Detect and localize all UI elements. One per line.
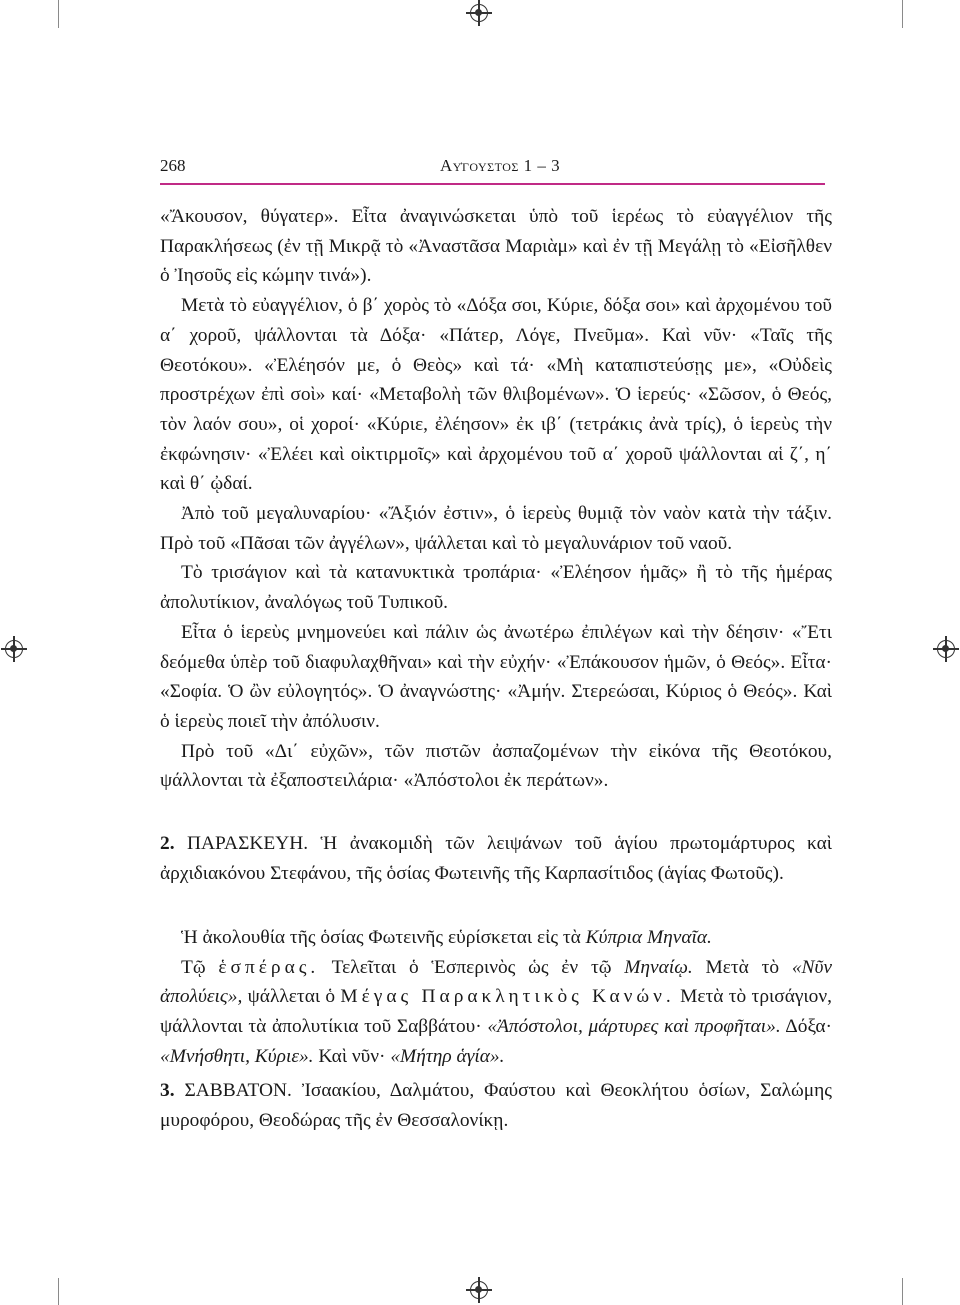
friday-note-book: Κύπρια Μηναῖα. — [585, 927, 712, 948]
paragraph-2: Μετὰ τὸ εὐαγγέλιον, ὁ β΄ χορὸς τὸ «Δόξα σοι, Κύριε, δόξα σοι» καὶ ἀρχομένου τοῦ α΄ χοροῦ, ψάλλονται τὰ Δόξα· «Πάτερ, Λόγε, Πνεῦμα». Καὶ νῦν· «Ταῖς τῆς Θεοτόκου». «Ἐλέησόν με, ὁ Θεὸς» καὶ τά· «Μὴ καταπιστεύσῃς με», «Οὐδεὶς προστρέχων ἐπὶ σοὶ» καί· «Μεταβολὴ τῶν θλιβομένων». Ὁ ἱερεύς· «Σῶσον, ὁ Θεός, τὸν λαόν σου», οἱ χοροί· «Κύριε, ἐλέησον» ἐκ ιβ΄ (τετράκις ἀνὰ τρίς), ὁ ἱερεὺς τὴν ἐκφώνησιν· «Ἐλέει καὶ οἰκτιρμοῖς» καὶ ἀρχομένου τοῦ α΄ χοροῦ ψάλλονται αἱ ζ΄, η΄ καὶ θ΄ ᾠδαί. — [160, 295, 832, 495]
registration-mark-bottom-icon — [470, 1281, 488, 1299]
saturday-day: ΣΑΒΒΑΤΟΝ. — [184, 1080, 292, 1101]
crop-mark-bottom-right — [902, 1278, 903, 1305]
vespers-text-2: Μετὰ τὸ — [705, 956, 780, 978]
crop-mark-top-left — [58, 0, 59, 28]
vespers-mnisthiti: «Μνήσθητι, Κύριε». — [160, 1045, 314, 1067]
paragraph-5: Εἶτα ὁ ἱερεὺς μνημονεύει καὶ πάλιν ὡς ἀνωτέρω ἐπιλέγων καὶ τὴν δέησιν· «Ἔτι δεόμεθα ὑπὲρ τοῦ διαφυλαχθῆναι» καὶ τὴν εὐχήν· «Ἐπάκουσον ἡμῶν, ὁ Θεός». Εἶτα· «Σοφία. Ὁ ὢν εὐλογητός». Ὁ ἀναγνώστης· «Ἀμήν. Στερεώσαι, Κύριος ὁ Θεός». Καὶ ὁ ἱερεὺς ποιεῖ τὴν ἀπόλυσιν. — [160, 621, 832, 732]
saturday-number: 3. — [160, 1080, 175, 1101]
vespers-text-3: ψάλλεται ὁ — [247, 986, 336, 1008]
running-header — [160, 156, 825, 182]
crop-mark-top-right — [902, 0, 903, 28]
vespers-nyn-apolyeis: «Νῦν ἀπολύεις», — [160, 956, 832, 1008]
friday-note-akolouthia — [160, 923, 832, 953]
page-number: 268 — [160, 156, 186, 175]
friday-note-text: Ἡ ἀκολουθία τῆς ὁσίας Φωτεινῆς εὑρίσκεται εἰς τὰ — [181, 927, 581, 948]
vespers-great-canon: Μέγας Παρακλητικὸς Κανών. — [340, 986, 675, 1008]
friday-note-vespers — [160, 953, 832, 1072]
vespers-apostoloi: «Ἀπόστολοι, μάρτυρες καὶ προφῆται». — [487, 1016, 781, 1038]
paragraph-1: «Ἄκουσον, θύγατερ». Εἶτα ἀναγινώσκεται ὑπὸ τοῦ ἱερέως τὸ εὐαγγέλιον τῆς Παρακλήσεως (ἐν τῇ Μικρᾷ τὸ «Ἀναστᾶσα Μαριὰμ» καὶ ἐν τῇ Μεγάλῃ τὸ «Εἰσῆλθεν ὁ Ἰησοῦς εἰς κώμην τινά»). — [160, 206, 832, 287]
vespers-mitir-agia: «Μήτηρ ἁγία». — [390, 1045, 505, 1067]
friday-notes — [160, 923, 832, 1072]
friday-number: 2. — [160, 833, 175, 854]
paragraph-3: Ἀπὸ τοῦ μεγαλυναρίου· «Ἄξιόν ἐστιν», ὁ ἱερεὺς θυμιᾷ τὸν ναὸν κατὰ τὴν τάξιν. Πρὸ τοῦ «Πᾶσαι τῶν ἀγγέλων», ψάλλεται καὶ τὸ μεγαλυνάριον τοῦ ναοῦ. — [160, 503, 832, 554]
vespers-kai-nyn: Καὶ νῦν· — [318, 1045, 386, 1067]
paragraph-6: Πρὸ τοῦ «Δι΄ εὐχῶν», τῶν πιστῶν ἀσπαζομένων τὴν εἰκόνα τῆς Θεοτόκου, ψάλλονται τὰ ἐξαποστειλάρια· «Ἀπόστολοι ἐκ περάτων». — [160, 740, 832, 792]
saturday-paragraph — [160, 1076, 832, 1135]
saturday-section — [160, 1076, 832, 1135]
saturday-text: Ἰσαακίου, Δαλμάτου, Φαύστου καὶ Θεοκλήτου ὁσίων, Σαλώμης μυροφόρου, Θεοδώρας τῆς ἐν Θεσσαλονίκῃ. — [160, 1080, 832, 1131]
vespers-text-4: Μετὰ τὸ τρισάγιον, ψάλλονται τὰ ἀπολυτίκια τοῦ Σαββάτου· — [160, 986, 832, 1038]
running-title: Αὐγουστος 1 – 3 — [440, 156, 561, 175]
friday-intro: Ἡ ἀνακομιδὴ τῶν λειψάνων τοῦ ἁγίου πρωτομάρτυρος καὶ ἀρχιδιακόνου Στεφάνου, τῆς ὁσίας Φωτεινῆς τῆς Καρπασίτιδος (ἁγίας Φωτοῦς). — [160, 833, 832, 884]
paragraph-4: Τὸ τρισάγιον καὶ τὰ κατανυκτικὰ τροπάρια· «Ἐλέησον ἡμᾶς» ἢ τὸ τῆς ἡμέρας ἀπολυτίκιον, ἀναλόγως τοῦ Τυπικοῦ. — [160, 562, 832, 614]
friday-day: ΠΑΡΑΣΚΕΥΗ. — [187, 833, 309, 854]
friday-section — [160, 829, 832, 888]
registration-mark-top-icon — [470, 4, 488, 22]
body-text-upper — [160, 202, 832, 796]
registration-mark-right-icon — [937, 640, 955, 658]
vespers-text-1: Τελεῖται ὁ Ἑσπερινὸς ὡς ἐν τῷ — [331, 956, 612, 978]
friday-heading-paragraph — [160, 829, 832, 888]
vespers-doxa: Δόξα· — [785, 1016, 832, 1038]
vespers-menaion: Μηναίῳ. — [624, 956, 693, 978]
registration-mark-left-icon — [5, 640, 23, 658]
crop-mark-bottom-left — [58, 1278, 59, 1305]
vespers-heading: ἑσπέρας. — [218, 956, 320, 978]
header-rule — [160, 183, 825, 185]
vespers-lead: Τῷ — [181, 956, 206, 978]
